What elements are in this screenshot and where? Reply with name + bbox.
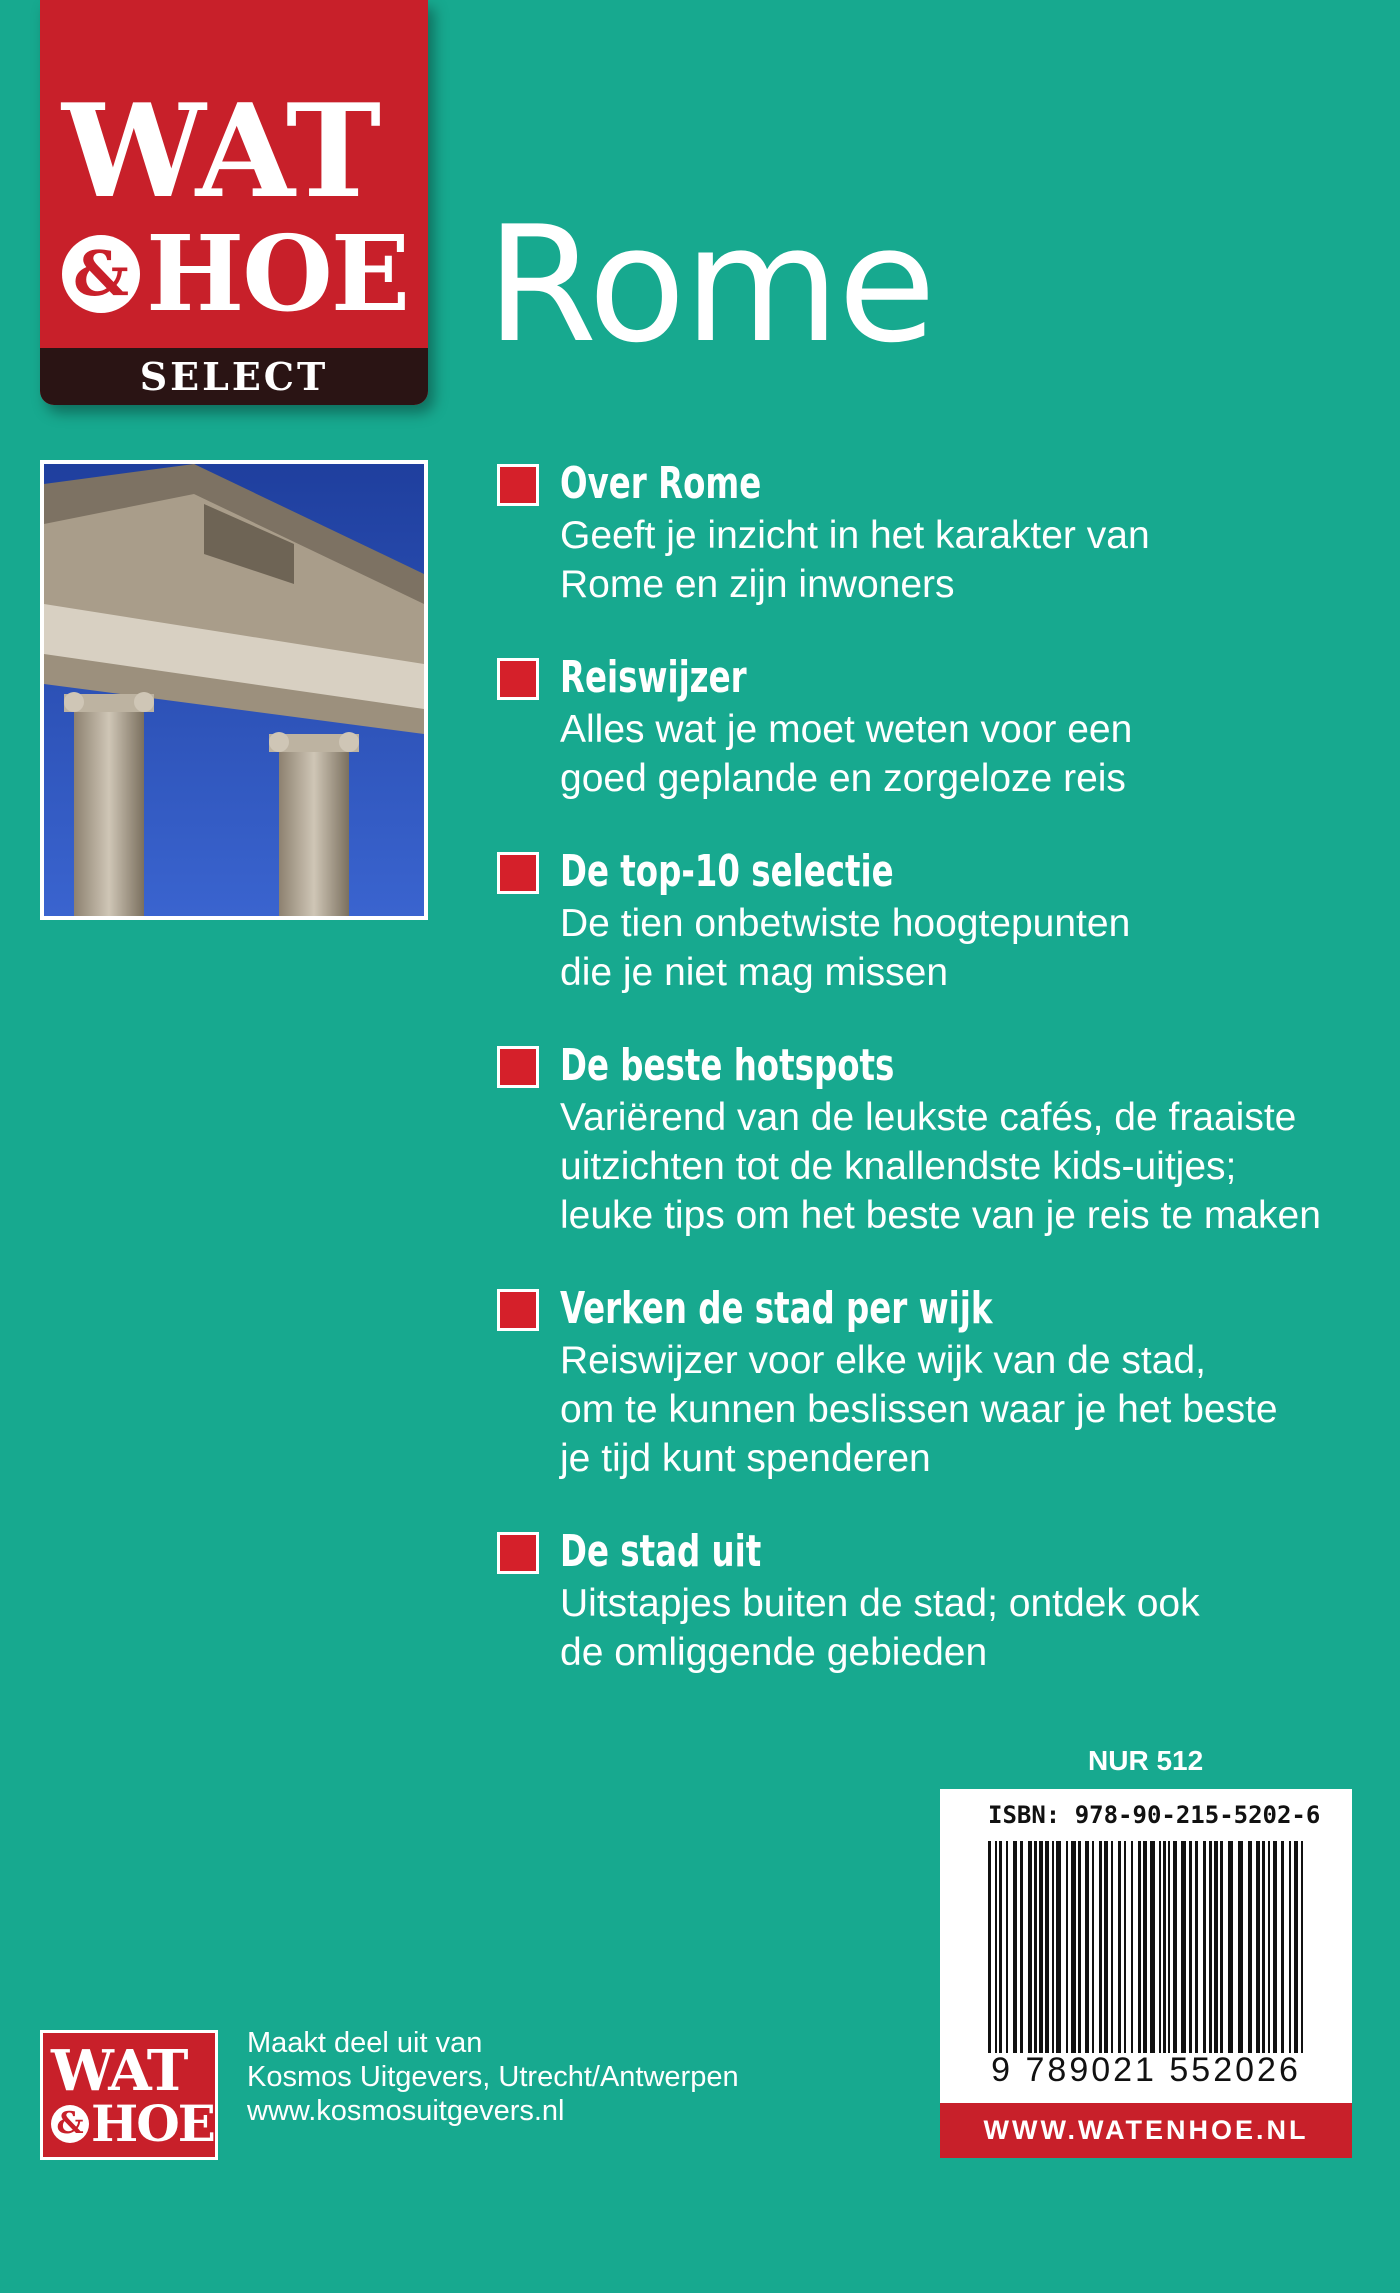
small-brand-hoe-row	[51, 2094, 214, 2153]
brand-wat: WAT	[62, 77, 380, 227]
feature-heading: De stad uit	[560, 1526, 762, 1577]
barcode-digits: 9 789021 552026	[991, 2051, 1301, 2089]
feature-heading: Reiswijzer	[560, 652, 747, 703]
feature-text: Reiswijzer voor elke wijk van de stad, om te kunnen beslissen waar je het beste je tijd kunt spenderen	[560, 1339, 1278, 1480]
temple-columns-image	[44, 464, 424, 916]
isbn-label: ISBN: 978-90-215-5202-6	[988, 1801, 1321, 1829]
feature-text: Uitstapjes buiten de stad; ontdek ook de omliggende gebieden	[560, 1582, 1200, 1674]
feature-text: Geeft je inzicht in het karakter van Rome en zijn inwoners	[560, 514, 1150, 606]
red-square-bullet-icon	[497, 1046, 539, 1088]
feature-heading: Verken de stad per wijk	[560, 1283, 993, 1334]
page-title: Rome	[486, 191, 935, 378]
cover-photo	[40, 460, 428, 920]
publisher-name: Kosmos Uitgevers, Utrecht/Antwerpen	[247, 2061, 739, 2093]
brand-hoe: HOE	[146, 212, 409, 335]
barcode-icon	[988, 1841, 1308, 2053]
brand-hoe-row	[62, 212, 409, 335]
small-brand-logo	[40, 2030, 218, 2160]
feature-item	[497, 1039, 1377, 1240]
brand-logo	[40, 0, 428, 405]
website-link[interactable]: WWW.WATENHOE.NL	[940, 2103, 1352, 2158]
feature-text: Alles wat je moet weten voor een goed geplande en zorgeloze reis	[560, 708, 1133, 800]
publisher-info	[247, 2026, 739, 2128]
red-square-bullet-icon	[497, 658, 539, 700]
red-square-bullet-icon	[497, 1532, 539, 1574]
small-brand-hoe: HOE	[91, 2094, 214, 2153]
barcode-panel	[940, 1789, 1352, 2158]
small-brand-ampersand: &	[51, 2105, 89, 2143]
feature-heading: Over Rome	[560, 458, 762, 509]
red-square-bullet-icon	[497, 464, 539, 506]
feature-list	[497, 457, 1377, 1719]
red-square-bullet-icon	[497, 1289, 539, 1331]
small-brand-wat: WAT	[51, 2038, 187, 2104]
brand-ampersand: &	[62, 235, 140, 313]
red-square-bullet-icon	[497, 852, 539, 894]
feature-item	[497, 651, 1377, 803]
feature-heading: De beste hotspots	[560, 1040, 895, 1091]
feature-text: Variërend van de leukste cafés, de fraaiste uitzichten tot de knallendste kids-uitjes; leuke tips om het beste van je reis te maken	[560, 1096, 1321, 1237]
feature-item	[497, 845, 1377, 997]
feature-text: De tien onbetwiste hoogtepunten die je niet mag missen	[560, 902, 1131, 994]
feature-heading: De top-10 selectie	[560, 846, 894, 897]
publisher-url[interactable]: www.kosmosuitgevers.nl	[247, 2095, 565, 2127]
publisher-line: Maakt deel uit van	[247, 2027, 483, 2059]
nur-code: NUR 512	[1088, 1745, 1204, 1776]
brand-select: SELECT	[40, 348, 428, 405]
feature-item	[497, 1525, 1377, 1677]
feature-item	[497, 1282, 1377, 1483]
feature-item	[497, 457, 1377, 609]
